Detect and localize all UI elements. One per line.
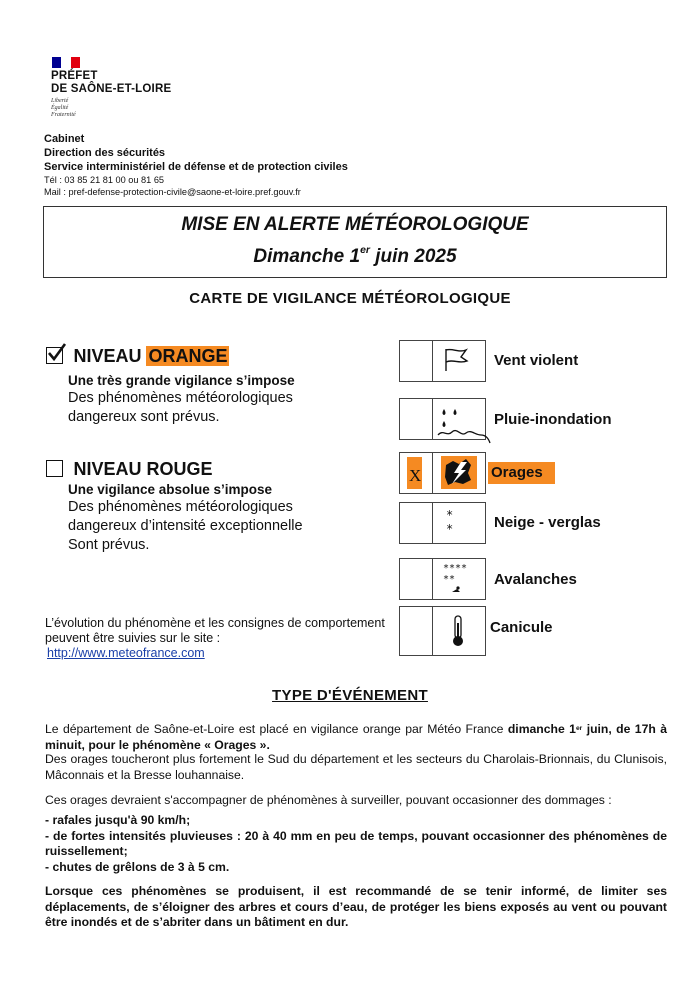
republique-flag-logo xyxy=(52,57,80,68)
rouge-checkbox[interactable] xyxy=(46,460,63,477)
event-type-title: TYPE D'ÉVÉNEMENT xyxy=(272,687,428,704)
thermometer-icon xyxy=(433,607,485,655)
alert-title-box xyxy=(43,206,667,278)
level-rouge-heading xyxy=(46,458,212,480)
canicule-mark-cell xyxy=(399,606,433,656)
bullet-rafales: - rafales jusqu'à 90 km/h; xyxy=(45,813,191,827)
avalanches-icon-cell xyxy=(432,558,486,600)
alert-title: MISE EN ALERTE MÉTÉOROLOGIQUE xyxy=(181,214,529,235)
vent-label: Vent violent xyxy=(494,352,579,369)
canicule-label: Canicule xyxy=(490,619,553,636)
motto-liberte: Liberté xyxy=(51,98,69,104)
pluie-mark-cell xyxy=(399,398,433,440)
p1-text-a: Le département de Saône-et-Loire est placé en vigilance orange par Météo France xyxy=(45,722,508,736)
vent-mark-cell xyxy=(399,340,433,382)
level-orange-heading xyxy=(46,345,229,367)
rouge-text-1: Des phénomènes météorologiques xyxy=(68,499,293,515)
neige-icon-cell xyxy=(432,502,486,544)
avalanches-mark-cell xyxy=(399,558,433,600)
avalanche-snow-glyph: **** ** xyxy=(443,563,468,585)
checkmark-icon xyxy=(46,342,68,362)
sender-header xyxy=(44,132,348,198)
p1-sup: er xyxy=(575,725,583,733)
header-direction: Direction des sécurités xyxy=(44,147,166,159)
orange-checkbox[interactable] xyxy=(46,347,63,364)
neige-label: Neige - verglas xyxy=(494,514,601,531)
avalanches-label: Avalanches xyxy=(494,571,577,588)
bullet-pluie: - de fortes intensités pluvieuses : 20 à 40 mm en peu de temps, pouvant occasionner des phénomènes de ruissellement; xyxy=(45,828,667,858)
motto-egalite: Égalité xyxy=(51,105,69,111)
evolution-line-2: peuvent être suivies sur le site : xyxy=(45,631,221,645)
hazard-bullets xyxy=(45,813,667,875)
prefecture-logo-text xyxy=(51,70,171,96)
orange-description xyxy=(68,389,293,427)
alert-date: Dimanche 1er juin 2025 xyxy=(253,244,457,267)
p1-text-b: dimanche 1 xyxy=(507,722,576,736)
neige-mark-cell xyxy=(399,502,433,544)
bullet-grele: - chutes de grêlons de 3 à 5 cm. xyxy=(45,859,230,874)
orange-text-2: dangereux sont prévus. xyxy=(68,409,220,425)
orages-mark: X xyxy=(409,466,422,485)
orange-level-word: ORANGE xyxy=(148,346,228,366)
thunderstorm-icon xyxy=(433,453,485,493)
header-tel: Tél : 03 85 21 81 00 ou 81 65 xyxy=(44,175,165,185)
rouge-description xyxy=(68,498,303,555)
orages-mark-cell xyxy=(399,452,433,494)
rouge-text-3: Sont prévus. xyxy=(68,537,150,553)
header-mail: Mail : pref-defense-protection-civile@saone-et-loire.pref.gouv.fr xyxy=(44,187,301,197)
rain-flood-icon xyxy=(433,399,495,445)
orange-text-1: Des phénomènes météorologiques xyxy=(68,390,293,406)
evolution-line-1: L’évolution du phénomène et les consignes de comportement xyxy=(45,616,385,630)
header-service: Service interministériel de défense et de protection civiles xyxy=(44,161,348,173)
header-cabinet: Cabinet xyxy=(44,133,85,145)
avalanche-icon xyxy=(433,559,485,599)
meteofrance-link[interactable]: http://www.meteofrance.com xyxy=(47,646,205,660)
body-paragraph-4: Lorsque ces phénomènes se produisent, il est recommandé de se tenir informé, de limiter ses déplacements, de s’éloigner des arbres et cours d’eau, de protéger les biens exposés au vent ou pouvant être inondés et de s’abriter dans un bâtiment en dur. xyxy=(45,884,667,929)
rouge-text-2: dangereux d’intensité exceptionnelle xyxy=(68,518,303,534)
republic-motto xyxy=(51,98,76,119)
vigilance-map-title: CARTE DE VIGILANCE MÉTÉOROLOGIQUE xyxy=(189,290,511,307)
canicule-icon-cell xyxy=(432,606,486,656)
orange-subtitle: Une très grande vigilance s’impose xyxy=(68,373,295,388)
flag-wind-icon xyxy=(433,341,485,381)
pluie-icon-cell xyxy=(432,398,486,440)
rouge-subtitle: Une vigilance absolue s’impose xyxy=(68,482,273,497)
logo-line-1: PRÉFET xyxy=(51,70,98,82)
body-paragraph-2: Des orages toucheront plus fortement le Sud du département et les secteurs du Charolais-Brionnais, du Clunisois, Mâconnais et la Bresse louhannaise. xyxy=(45,752,667,782)
evolution-note xyxy=(45,616,385,661)
rouge-level-title: NIVEAU ROUGE xyxy=(73,459,213,479)
logo-line-2: DE SAÔNE-ET-LOIRE xyxy=(51,83,172,95)
vent-icon-cell xyxy=(432,340,486,382)
motto-fraternite: Fraternité xyxy=(51,112,76,118)
snow-icon: * * xyxy=(446,508,454,536)
pluie-label: Pluie-inondation xyxy=(494,411,612,428)
body-paragraph-1 xyxy=(45,722,667,753)
orages-label: Orages xyxy=(491,464,543,481)
body-paragraph-3: Ces orages devraient s'accompagner de phénomènes à surveiller, pouvant occasionner des dommages : xyxy=(45,793,612,807)
orange-level-prefix: NIVEAU xyxy=(73,346,147,366)
p1-text-c: juin, de 17h à minuit, pour le phénomène « Orages ». xyxy=(45,722,667,752)
orages-icon-cell xyxy=(432,452,486,494)
